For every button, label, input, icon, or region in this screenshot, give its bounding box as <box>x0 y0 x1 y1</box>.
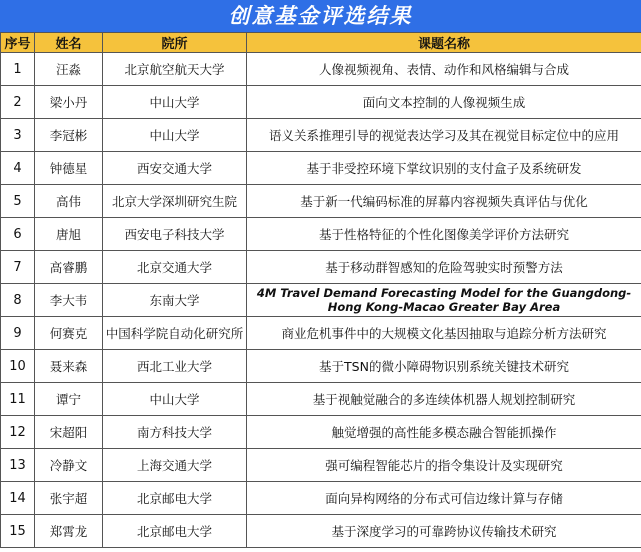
cell-name: 唐旭 <box>35 218 103 251</box>
cell-school: 上海交通大学 <box>103 449 247 482</box>
cell-name: 钟德星 <box>35 152 103 185</box>
cell-school: 西安交通大学 <box>103 152 247 185</box>
cell-name: 冷静文 <box>35 449 103 482</box>
header-row <box>1 33 641 53</box>
cell-topic: 人像视频视角、表情、动作和风格编辑与合成 <box>247 53 641 86</box>
table-row <box>1 515 641 548</box>
cell-no: 3 <box>1 119 35 152</box>
table-row <box>1 449 641 482</box>
cell-no: 6 <box>1 218 35 251</box>
cell-school: 北京邮电大学 <box>103 515 247 548</box>
header-name: 姓名 <box>35 33 103 53</box>
cell-topic: 基于性格特征的个性化图像美学评价方法研究 <box>247 218 641 251</box>
cell-no: 9 <box>1 317 35 350</box>
cell-topic: 基于深度学习的可靠跨协议传输技术研究 <box>247 515 641 548</box>
header-no: 序号 <box>1 33 35 53</box>
cell-topic: 基于非受控环境下掌纹识别的支付盒子及系统研发 <box>247 152 641 185</box>
cell-topic: 语义关系推理引导的视觉表达学习及其在视觉目标定位中的应用 <box>247 119 641 152</box>
cell-name: 谭宁 <box>35 383 103 416</box>
cell-name: 何赛克 <box>35 317 103 350</box>
cell-school: 中山大学 <box>103 86 247 119</box>
cell-no: 5 <box>1 185 35 218</box>
cell-school: 东南大学 <box>103 284 247 317</box>
table-row <box>1 185 641 218</box>
cell-topic: 触觉增强的高性能多模态融合智能抓操作 <box>247 416 641 449</box>
table-row <box>1 152 641 185</box>
cell-no: 4 <box>1 152 35 185</box>
cell-school: 北京大学深圳研究生院 <box>103 185 247 218</box>
cell-topic: 基于TSN的微小障碍物识别系统关键技术研究 <box>247 350 641 383</box>
cell-topic: 面向异构网络的分布式可信边缘计算与存储 <box>247 482 641 515</box>
cell-name: 聂来森 <box>35 350 103 383</box>
cell-topic: 4M Travel Demand Forecasting Model for the Guangdong-Hong Kong-Macao Greater Bay Area <box>247 284 641 317</box>
cell-name: 高睿鹏 <box>35 251 103 284</box>
table-row <box>1 86 641 119</box>
table-row <box>1 119 641 152</box>
table-row <box>1 251 641 284</box>
cell-no: 13 <box>1 449 35 482</box>
cell-no: 11 <box>1 383 35 416</box>
cell-no: 10 <box>1 350 35 383</box>
cell-topic: 基于新一代编码标准的屏幕内容视频失真评估与优化 <box>247 185 641 218</box>
cell-school: 北京邮电大学 <box>103 482 247 515</box>
cell-no: 2 <box>1 86 35 119</box>
cell-name: 郑霄龙 <box>35 515 103 548</box>
cell-no: 7 <box>1 251 35 284</box>
cell-school: 中山大学 <box>103 119 247 152</box>
table-row <box>1 383 641 416</box>
table-row <box>1 53 641 86</box>
cell-no: 15 <box>1 515 35 548</box>
cell-school: 北京航空航天大学 <box>103 53 247 86</box>
page-title: 创意基金评选结果 <box>0 0 641 32</box>
table-row <box>1 482 641 515</box>
table-row <box>1 416 641 449</box>
cell-topic: 强可编程智能芯片的指令集设计及实现研究 <box>247 449 641 482</box>
header-school: 院所 <box>103 33 247 53</box>
cell-topic: 基于移动群智感知的危险驾驶实时预警方法 <box>247 251 641 284</box>
cell-no: 8 <box>1 284 35 317</box>
cell-school: 南方科技大学 <box>103 416 247 449</box>
cell-topic: 商业危机事件中的大规模文化基因抽取与追踪分析方法研究 <box>247 317 641 350</box>
cell-topic: 基于视触觉融合的多连续体机器人规划控制研究 <box>247 383 641 416</box>
table-row <box>1 218 641 251</box>
results-table <box>0 32 641 548</box>
table-row <box>1 350 641 383</box>
cell-no: 14 <box>1 482 35 515</box>
cell-topic: 面向文本控制的人像视频生成 <box>247 86 641 119</box>
cell-school: 北京交通大学 <box>103 251 247 284</box>
cell-name: 张宇超 <box>35 482 103 515</box>
cell-name: 梁小丹 <box>35 86 103 119</box>
cell-name: 李大韦 <box>35 284 103 317</box>
cell-name: 高伟 <box>35 185 103 218</box>
cell-school: 中山大学 <box>103 383 247 416</box>
cell-school: 西北工业大学 <box>103 350 247 383</box>
table-row <box>1 317 641 350</box>
cell-name: 宋超阳 <box>35 416 103 449</box>
header-topic: 课题名称 <box>247 33 641 53</box>
cell-no: 1 <box>1 53 35 86</box>
cell-school: 西安电子科技大学 <box>103 218 247 251</box>
cell-name: 汪淼 <box>35 53 103 86</box>
cell-name: 李冠彬 <box>35 119 103 152</box>
cell-school: 中国科学院自动化研究所 <box>103 317 247 350</box>
cell-no: 12 <box>1 416 35 449</box>
table-row <box>1 284 641 317</box>
